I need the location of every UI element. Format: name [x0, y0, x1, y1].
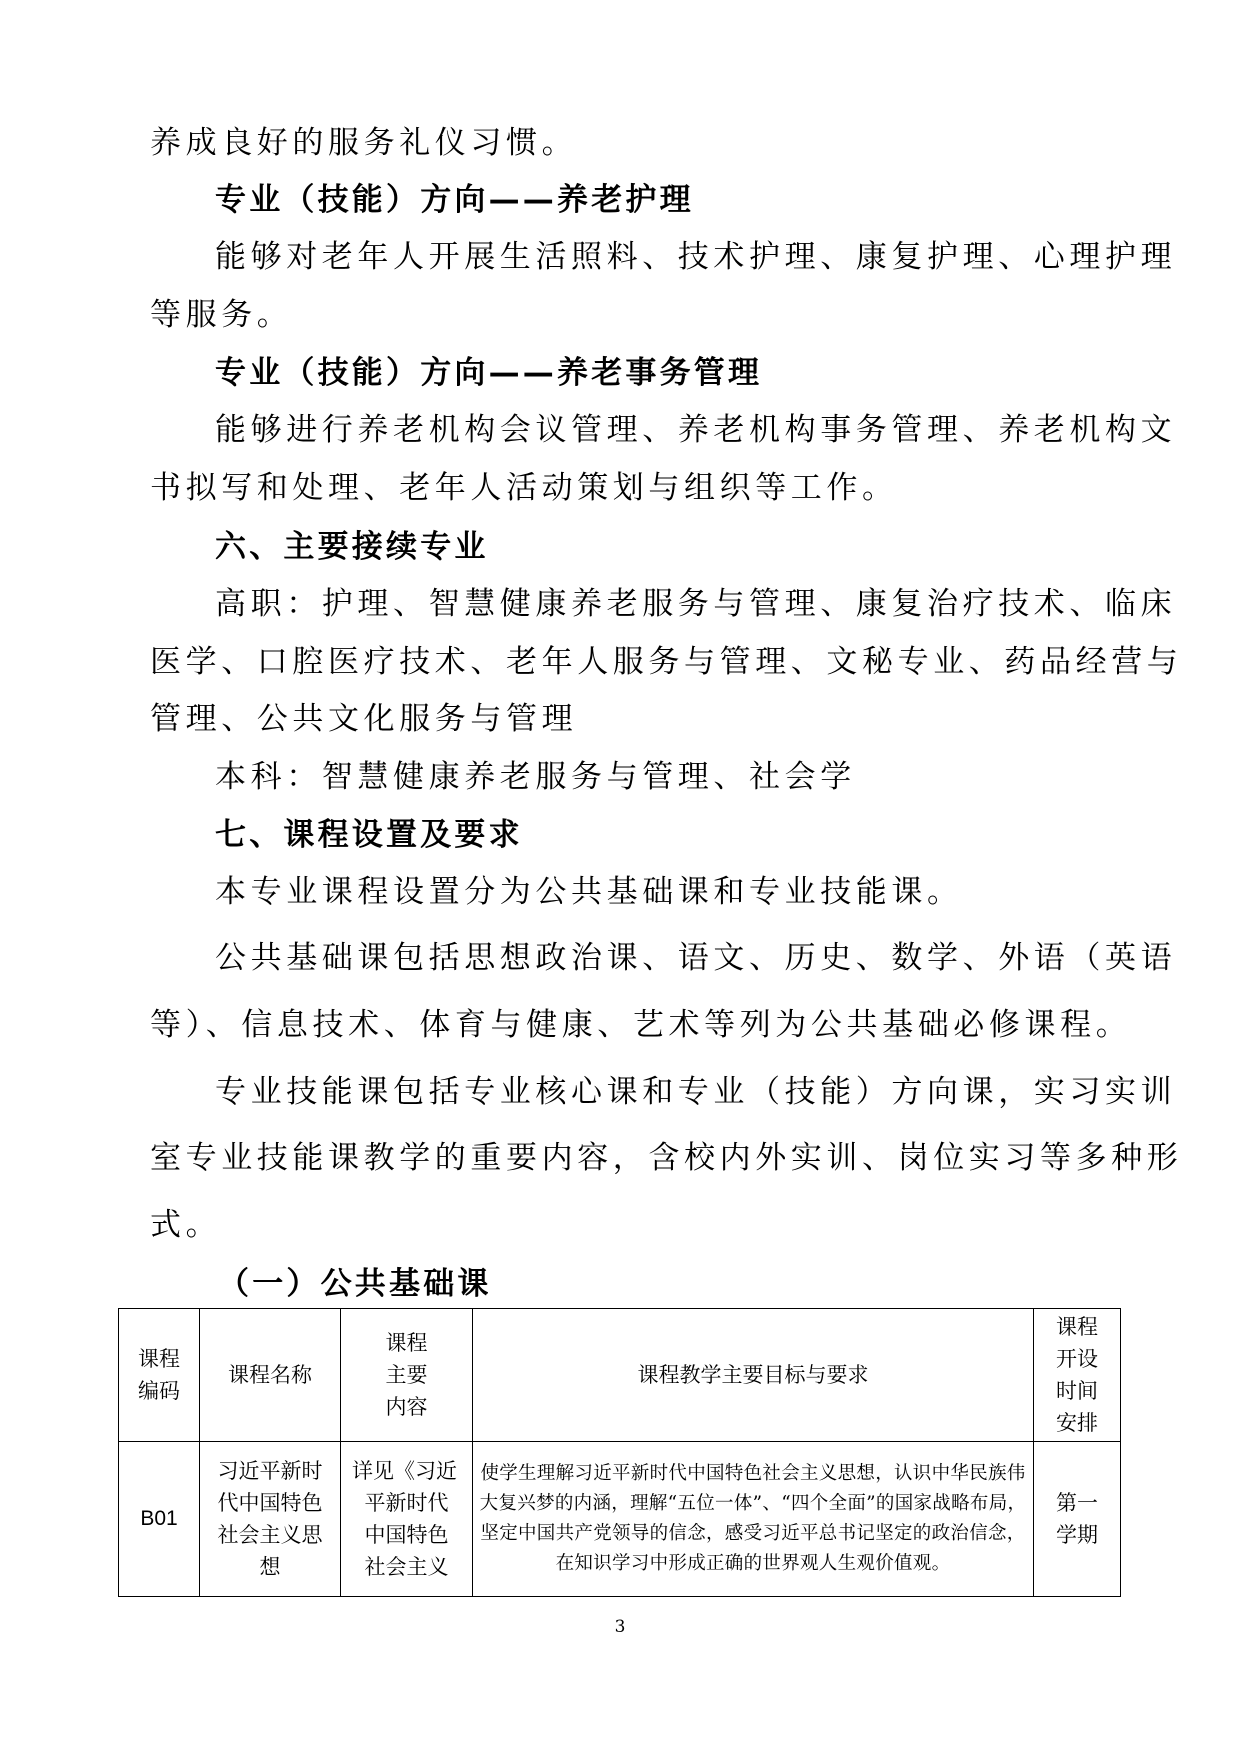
header-text: 主要	[385, 1363, 428, 1387]
course-goals-cell: 使学生理解习近平新时代中国特色社会主义思想，认识中华民族伟大复兴梦的内涵，理解“五位一体”、“四个全面”的国家战略布局，坚定中国共产党领导的信念，感受习近平总书记坚定的政治信念，在知识学习中形成正确的世界观人生观价值观。	[473, 1442, 1034, 1597]
header-course-goals: 课程教学主要目标与要求	[473, 1309, 1034, 1442]
table-caption: （一）公共基础课	[218, 1266, 492, 1302]
header-text: 时间	[1056, 1379, 1098, 1403]
course-name-cell	[200, 1442, 341, 1597]
cell-text: 想	[259, 1555, 281, 1579]
cell-text: 第一	[1056, 1491, 1098, 1515]
course-code-cell: B01	[119, 1442, 200, 1597]
section-heading-continuation: 六、主要接续专业	[215, 529, 489, 565]
cell-text: 社会主义	[364, 1555, 449, 1579]
page-number: 3	[614, 1617, 626, 1637]
table-row	[119, 1442, 1121, 1597]
course-table	[118, 1308, 1121, 1597]
cell-text: 社会主义思	[217, 1523, 323, 1547]
paragraph-line: 本专业课程设置分为公共基础课和专业技能课。	[215, 874, 963, 910]
paragraph-line: 医学、口腔医疗技术、老年人服务与管理、文秘专业、药品经营与	[150, 644, 1183, 680]
section-heading-affairs-management: 专业（技能）方向——养老事务管理	[215, 355, 763, 391]
cell-text: 详见《习近	[352, 1459, 457, 1483]
header-text: 课程	[138, 1347, 180, 1371]
cell-text: 学期	[1056, 1523, 1098, 1547]
paragraph-line: 等服务。	[150, 297, 293, 333]
cell-text: 习近平新时	[217, 1459, 323, 1483]
cell-text: 平新时代	[364, 1491, 449, 1515]
header-course-code	[119, 1309, 200, 1442]
paragraph-line: 养成良好的服务礼仪习惯。	[150, 125, 578, 161]
paragraph-line: 等）、信息技术、体育与健康、艺术等列为公共基础必修课程。	[150, 1007, 1132, 1043]
table-header-row	[119, 1309, 1121, 1442]
paragraph-line: 公共基础课包括思想政治课、语文、历史、数学、外语（英语	[215, 940, 1177, 976]
section-heading-elderly-care: 专业（技能）方向——养老护理	[215, 182, 694, 218]
paragraph-line: 书拟写和处理、老年人活动策划与组织等工作。	[150, 470, 898, 506]
cell-text: 中国特色	[364, 1523, 449, 1547]
header-text: 内容	[385, 1395, 428, 1419]
section-heading-curriculum: 七、课程设置及要求	[215, 817, 523, 853]
header-text: 课程	[1056, 1315, 1098, 1339]
header-course-name: 课程名称	[200, 1309, 341, 1442]
header-text: 课程	[385, 1331, 428, 1355]
header-course-content	[341, 1309, 473, 1442]
course-content-cell	[341, 1442, 473, 1597]
paragraph-line: 能够进行养老机构会议管理、养老机构事务管理、养老机构文	[215, 412, 1177, 448]
paragraph-line: 专业技能课包括专业核心课和专业（技能）方向课，实习实训	[215, 1074, 1177, 1110]
paragraph-line: 管理、公共文化服务与管理	[150, 701, 578, 737]
paragraph-line: 高职：护理、智慧健康养老服务与管理、康复治疗技术、临床	[215, 586, 1177, 622]
paragraph-line: 本科：智慧健康养老服务与管理、社会学	[215, 759, 856, 795]
cell-text: 代中国特色	[217, 1491, 323, 1515]
paragraph-line: 能够对老年人开展生活照料、技术护理、康复护理、心理护理	[215, 239, 1177, 275]
paragraph-line: 式。	[150, 1207, 222, 1243]
header-text: 开设	[1056, 1347, 1098, 1371]
header-text: 安排	[1056, 1411, 1098, 1435]
paragraph-line: 室专业技能课教学的重要内容，含校内外实训、岗位实习等多种形	[150, 1140, 1183, 1176]
header-course-time	[1034, 1309, 1121, 1442]
course-time-cell	[1034, 1442, 1121, 1597]
header-text: 编码	[138, 1379, 180, 1403]
